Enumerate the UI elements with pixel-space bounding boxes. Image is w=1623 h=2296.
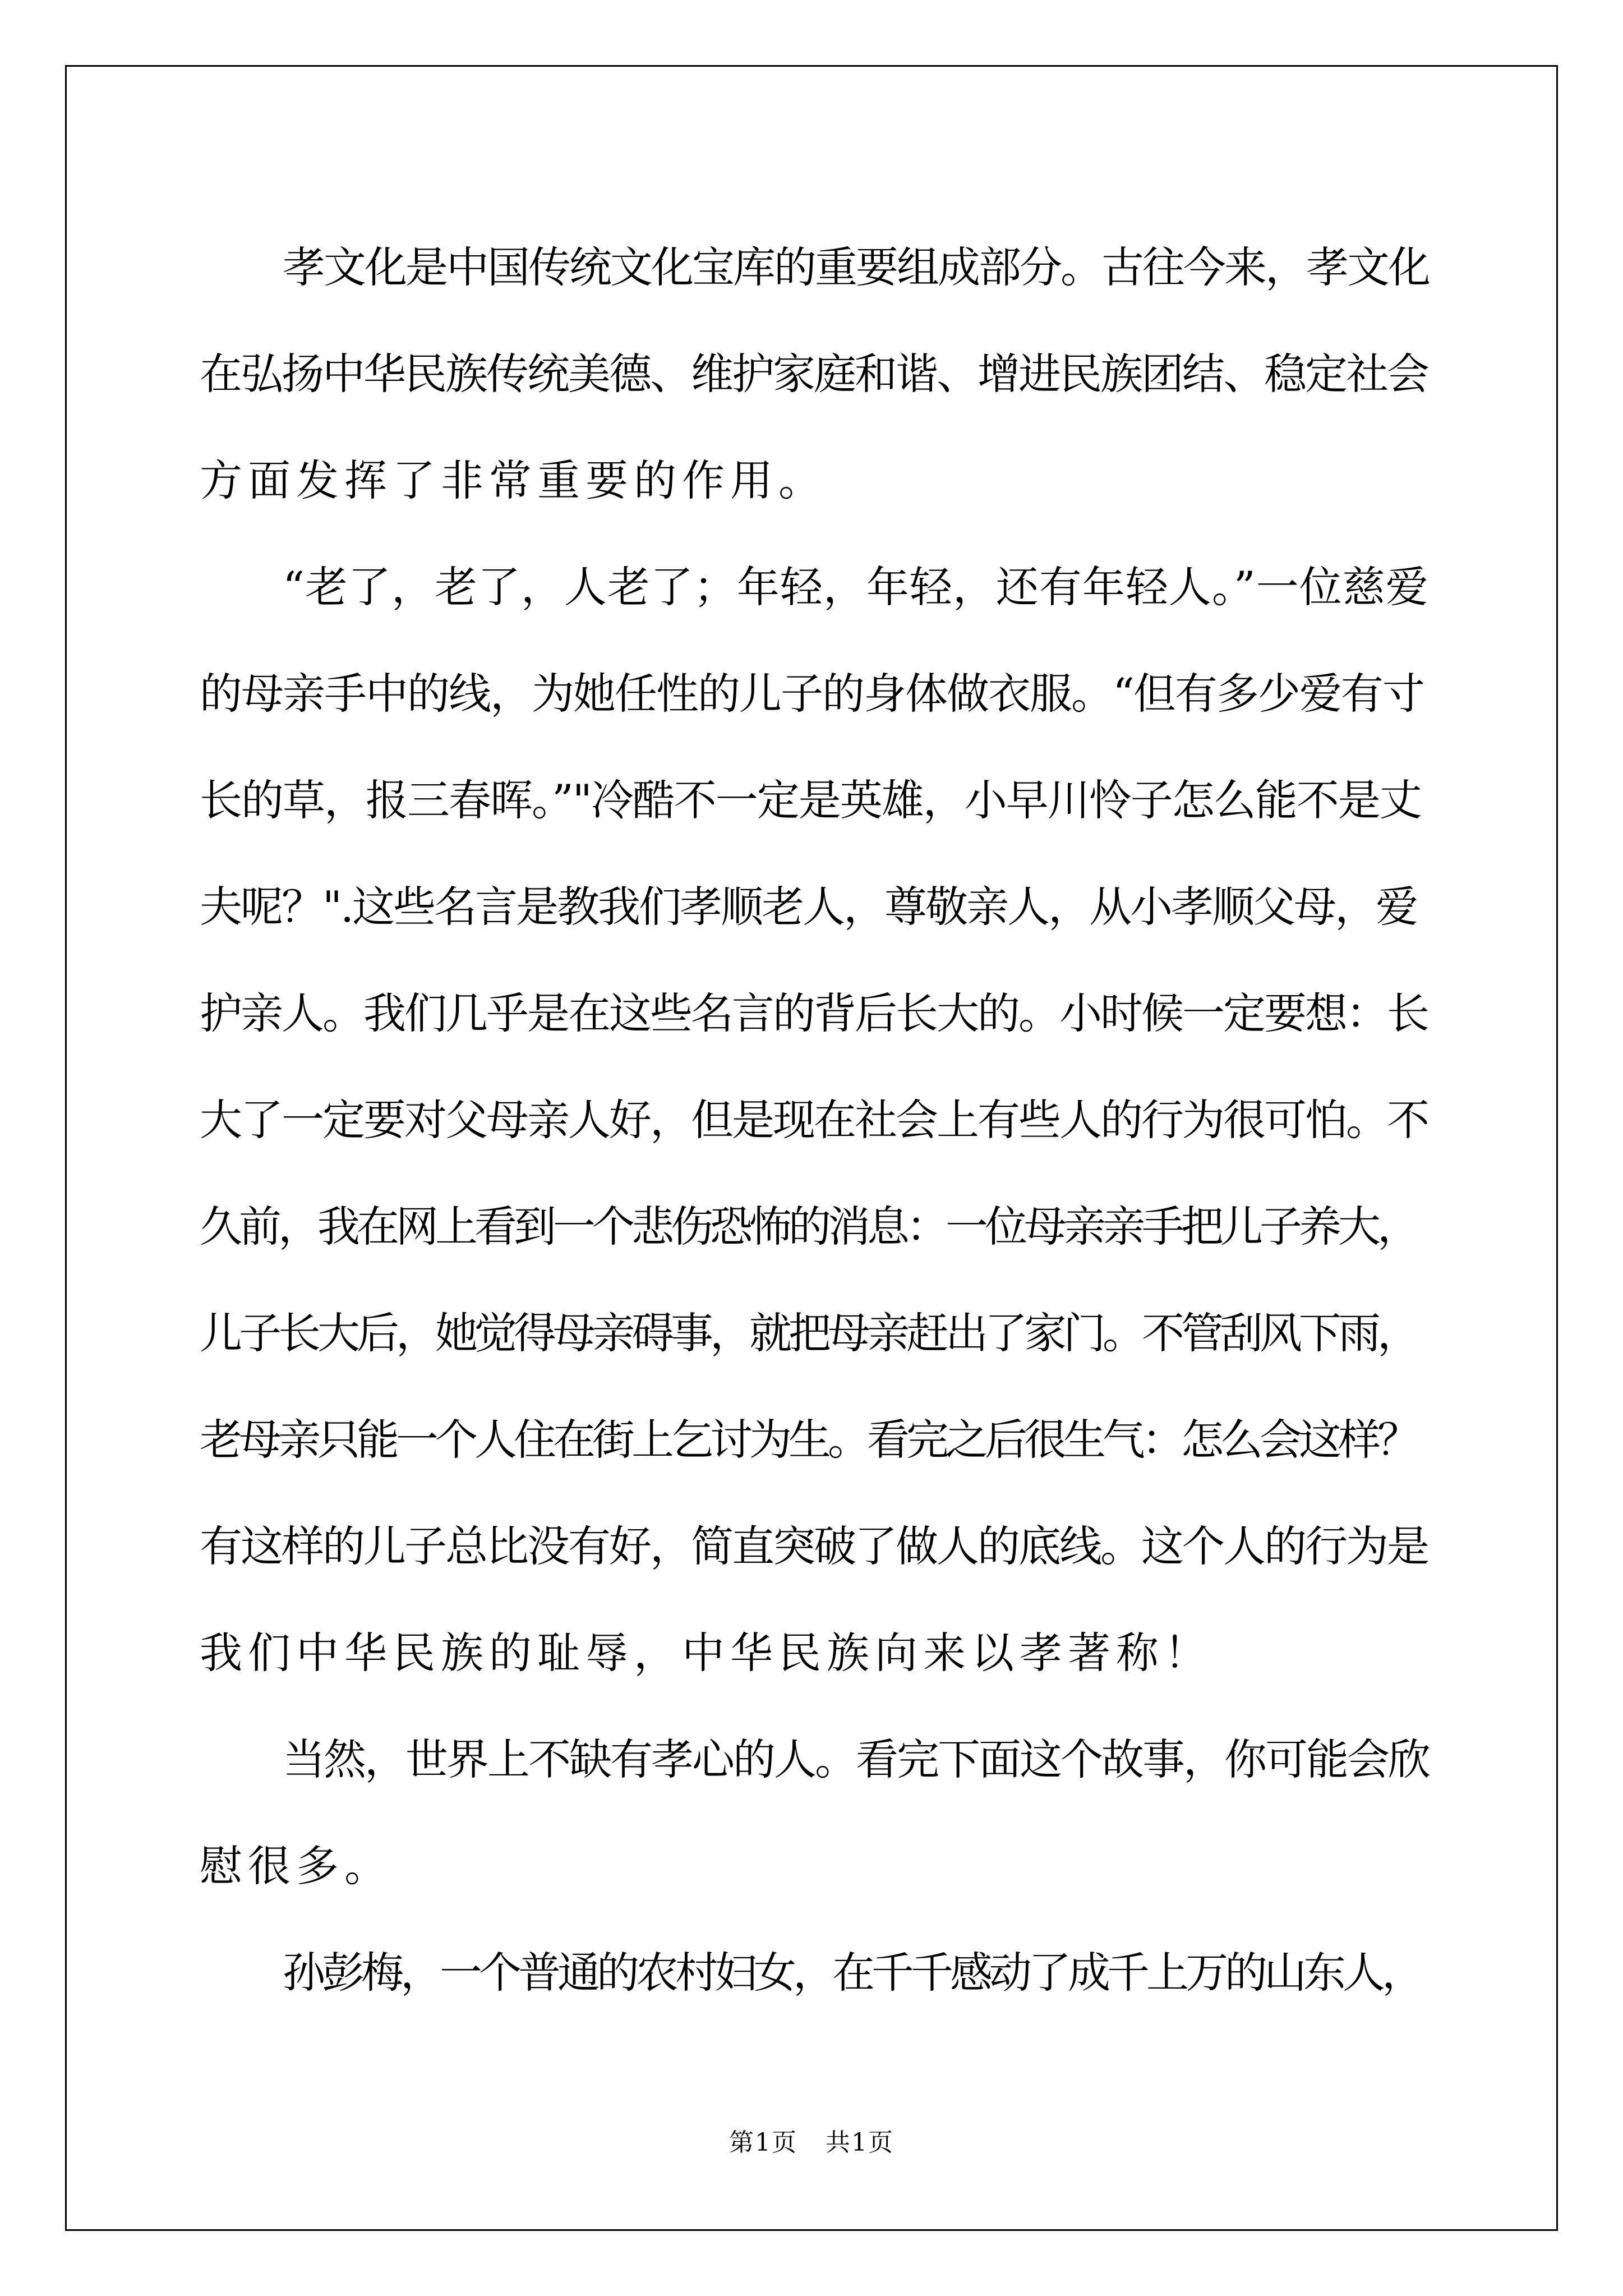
text-line: 久前，我在网上看到一个悲伤恐怖的消息：一位母亲亲手把儿子养大， [200,1202,1417,1251]
text-line: 我们中华民族的耻辱，中华民族向来以孝著称！ [200,1628,1212,1678]
text-line: 慰很多。 [200,1841,393,1891]
page-total: 共1页 [826,2128,894,2157]
page-footer [0,2126,1623,2160]
text-line: 在弘扬中华民族传统美德、维护家庭和谐、增进民族团结、稳定社会 [200,349,1428,399]
text-line: 老母亲只能一个人住在街上乞讨为生。看完之后很生气：怎么会这样？ [200,1415,1417,1465]
text-line: 有这样的儿子总比没有好，简直突破了做人的底线。这个人的行为是 [200,1521,1428,1571]
text-line: 当然，世界上不缺有孝心的人。看完下面这个故事，你可能会欣 [283,1734,1429,1784]
text-line: 的母亲手中的线，为她任性的儿子的身体做衣服。“但有多少爱有寸 [200,669,1424,719]
page-number: 第1页 [729,2128,797,2157]
text-line: 儿子长大后，她觉得母亲碍事，就把母亲赶出了家门。不管刮风下雨， [200,1308,1417,1358]
text-line: 夫呢？".这些名言是教我们孝顺老人，尊敬亲人，从小孝顺父母，爱 [200,882,1417,932]
text-line: 大了一定要对父母亲人好，但是现在社会上有些人的行为很可怕。不 [200,1095,1428,1145]
text-line: 孝文化是中国传统文化宝库的重要组成部分。古往今来，孝文化 [283,242,1429,292]
text-line: 护亲人。我们几乎是在这些名言的背后长大的。小时候一定要想：长 [200,988,1428,1038]
text-line: 孙彭梅，一个普通的农村妇女，在千千感动了成千上万的山东人， [283,1948,1421,1998]
text-line: 长的草，报三春晖。”"冷酷不一定是英雄，小早川怜子怎么能不是丈 [200,775,1421,825]
document-body [200,214,1433,2026]
text-line: “老了，老了，人老了；年轻，年轻，还有年轻人。”一位慈爱 [283,562,1429,612]
text-line: 方面发挥了非常重要的作用。 [200,455,827,505]
